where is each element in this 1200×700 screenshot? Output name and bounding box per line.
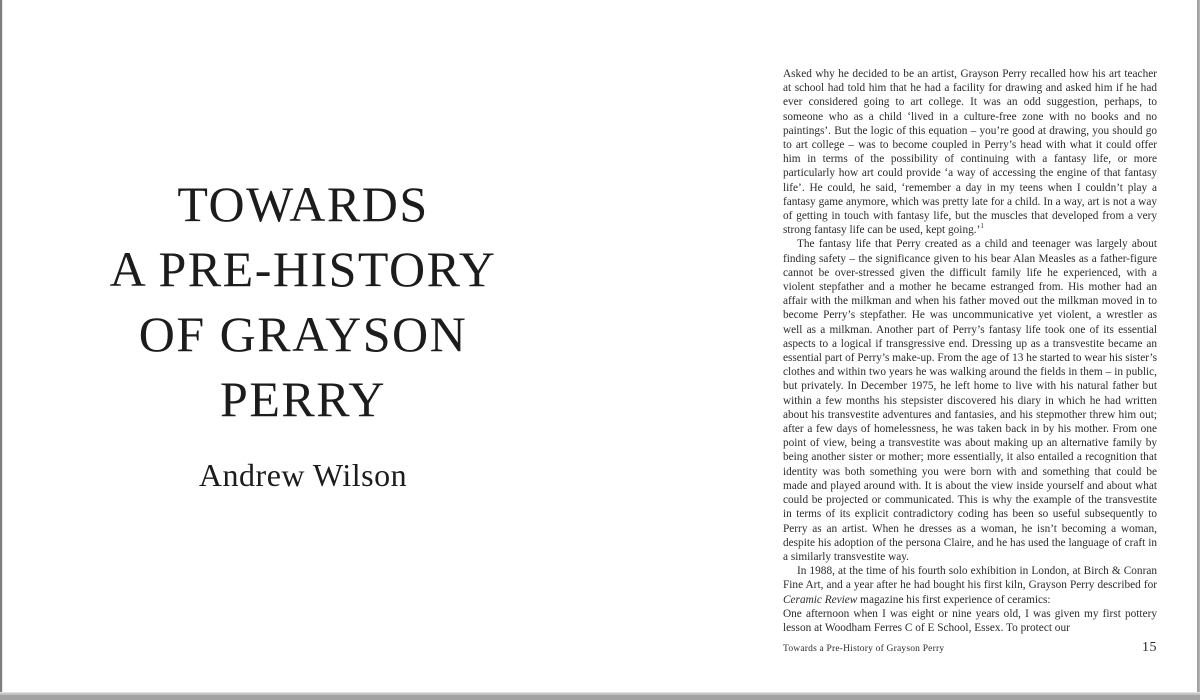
- paragraph-fantasy-life: The fantasy life that Perry created as a child and teenager was largely about finding safety – the significance given to his bear Alan Measles as a father-figure cannot be over-stressed given the difficult family life he experienced, with a violent stepfather and a mother he became estranged from. His mother had an affair with the milkman and when his father moved out the milkman moved in to become Perry’s stepfather. He was uncommunicative yet violent, a wrestler as well as a milkman. Another part of Perry’s fantasy life took one of its essential aspects to a logical if transgressive end. Dressing up as a transvestite became an essential part of Perry’s make-up. From the age of 13 he started to wear his sister’s clothes and within two years he was walking around the fields in them – in public, but privately. In December 1975, he left home to live with his natural father but within a few months his stepsister discovered his diary in which he had written about his transvestite adventures and fantasies, and his stepmother threw him out; after a few days of homelessness, he was taken back in by his mother. From one point of view, being a transvestite was about making up an alternative family by being another sister or mother; more essentially, it also entailed a recognition that identity was both something you were born with and something that could be made and played around with. It is about the view inside yourself and about what could be projected or communicated. This is why the example of the transvestite in terms of its explicit contradictory coding has been so useful subsequently to Perry as an artist. When he dresses as a woman, he isn’t becoming a woman, despite his adoption of the persona Claire, and he has used the language of craft in a similarly transvestite way.: [783, 238, 1157, 563]
- paragraph-1988-post: magazine his first experience of ceramics:: [857, 593, 1051, 606]
- title-line-3: OF GRAYSON: [138, 306, 468, 362]
- page-footer: [783, 640, 1157, 656]
- title-line-4: PERRY: [220, 371, 386, 427]
- scan-edge-left: [0, 0, 3, 700]
- chapter-title: [98, 172, 508, 495]
- title-line-1: TOWARDS: [177, 176, 429, 232]
- magazine-title-italic: Ceramic Review: [783, 593, 858, 606]
- chapter-author: Andrew Wilson: [198, 457, 408, 493]
- page-number: 15: [1142, 640, 1157, 655]
- footnote-marker: 1: [980, 222, 984, 231]
- paragraph-1988-pre: In 1988, at the time of his fourth solo exhibition in London, at Birch & Conran Fine Art, and a year after he had bought his first kiln, Grayson Perry described for: [783, 565, 1157, 592]
- opening-paragraph: [783, 67, 1157, 237]
- block-quote: One afternoon when I was eight or nine years old, I was given my first pottery lesson at Woodham Ferres C of E School, Essex. To protect our: [783, 607, 1157, 634]
- opening-paragraph-text: Asked why he decided to be an artist, Grayson Perry recalled how his art teacher at school had told him that he had a facility for drawing and asked him if he had ever considered going to art college. It was an odd suggestion, perhaps, to someone who as a child ‘lived in a culture-free zone with no books and no paintings’. But the logic of this equation – you’re good at drawing, you should go to art college – was to become coupled in Perry’s head with what it could offer him in terms of the possibility of continuing with a fantasy life, or more particularly how art could provide ‘a way of accessing the engine of that fantasy life’. He could, he said, ‘remember a day in my teens when I couldn’t play a fantasy game anymore, which was pretty late for a child. In a way, art is not a way of getting in touch with fantasy life, but the muscles that developed from a very strong fantasy life can be used, kept going.’: [783, 68, 1157, 237]
- body-text-column: [783, 67, 1157, 635]
- paragraph-1988: [783, 564, 1157, 607]
- title-line-2: A PRE-HISTORY: [109, 241, 497, 297]
- scan-edge-bottom: [0, 692, 1200, 700]
- running-title: Towards a Pre-History of Grayson Perry: [783, 644, 945, 654]
